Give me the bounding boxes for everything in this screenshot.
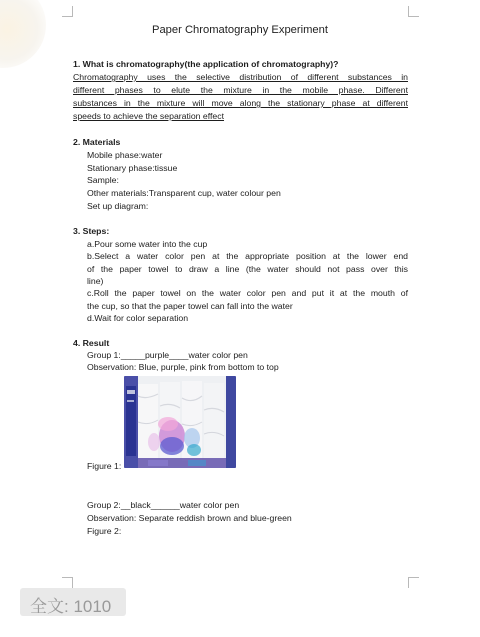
- group1-blank: _____purple____: [120, 350, 189, 360]
- margin-corner-top-right: [408, 6, 419, 17]
- steps-heading: 3. Steps:: [73, 226, 110, 236]
- figure1-photo: [124, 376, 236, 468]
- q1-answer-line: Chromatography uses the selective distribution of different substances in: [73, 72, 408, 82]
- q1-answer-line: different phases to elute the mixture in the mobile phase. Different: [73, 85, 408, 95]
- margin-corner-top-left: [62, 6, 73, 17]
- margin-corner-bottom-right: [408, 577, 419, 588]
- word-count-badge[interactable]: [20, 588, 126, 616]
- group2-prefix: Group 2:: [87, 500, 121, 510]
- document-title: Paper Chromatography Experiment: [152, 24, 328, 36]
- observation1: Observation: Blue, purple, pink from bottom to top: [87, 362, 279, 372]
- group1-suffix: water color pen: [188, 350, 248, 360]
- materials-line: Set up diagram:: [87, 201, 149, 211]
- observation2: Observation: Separate reddish brown and blue-green: [87, 513, 292, 523]
- steps-line: c.Roll the paper towel on the water color pen and put it at the mouth of: [87, 288, 408, 298]
- group2-suffix: water color pen: [179, 500, 240, 510]
- result-heading: 4. Result: [73, 338, 110, 348]
- materials-line: Stationary phase:tissue: [87, 163, 178, 173]
- steps-line: b.Select a water color pen at the appropriate position at the lower end: [87, 251, 408, 261]
- group1-prefix: Group 1:: [87, 350, 121, 360]
- group1-line: [87, 349, 248, 362]
- word-count-text: 全文: 1010: [30, 597, 112, 616]
- group2-blank: __black______: [120, 500, 180, 510]
- margin-corner-bottom-left: [62, 577, 73, 588]
- figure2-label: Figure 2:: [87, 526, 122, 536]
- steps-line: of the paper towel to draw a line (the water should not pass over this: [87, 264, 408, 274]
- group2-line: [87, 499, 239, 512]
- steps-line: d.Wait for color separation: [87, 313, 189, 323]
- steps-line: the cup, so that the paper towel can fall into the water: [87, 301, 293, 311]
- steps-line: line): [87, 276, 104, 286]
- figure1-label: Figure 1:: [87, 461, 122, 471]
- q1-heading: 1. What is chromatography(the application of chromatography)?: [73, 59, 339, 69]
- steps-line: a.Pour some water into the cup: [87, 239, 208, 249]
- q1-answer-line: speeds to achieve the separation effect: [73, 111, 225, 121]
- materials-line: Sample:: [87, 175, 119, 185]
- materials-heading: 2. Materials: [73, 137, 121, 147]
- q1-answer-line: substances in the mixture will move along the stationary phase at different: [73, 98, 408, 108]
- materials-line: Mobile phase:water: [87, 150, 163, 160]
- materials-line: Other materials:Transparent cup, water colour pen: [87, 188, 281, 198]
